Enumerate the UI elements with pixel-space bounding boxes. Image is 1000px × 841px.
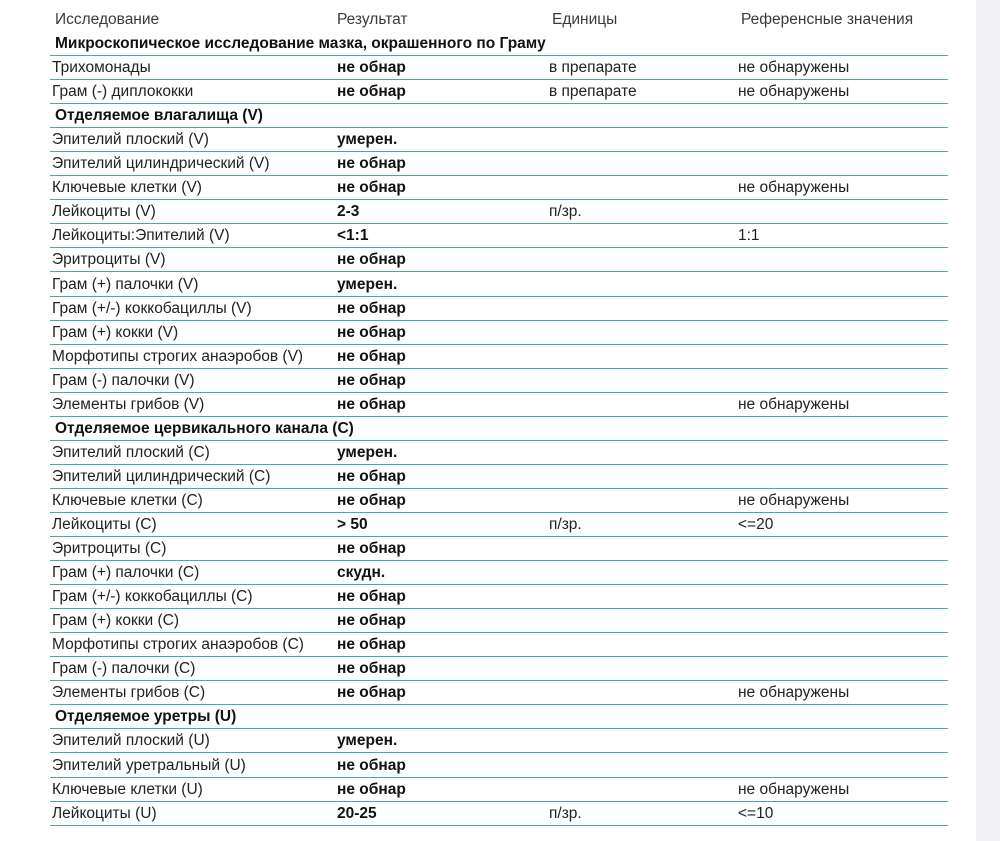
test-name-cell: Грам (+) кокки (V) — [52, 323, 179, 341]
table-row — [50, 802, 948, 826]
table-row — [50, 561, 948, 585]
result-cell: умерен. — [337, 275, 398, 293]
test-name-cell: Ключевые клетки (C) — [52, 491, 203, 509]
result-cell: не обнар — [337, 251, 406, 269]
section-title: Отделяемое уретры (U) — [55, 708, 237, 726]
result-cell: 20-25 — [337, 804, 377, 822]
test-name-cell: Лейкоциты:Эпителий (V) — [52, 227, 230, 245]
result-cell: не обнар — [337, 660, 406, 678]
test-name-cell: Эпителий цилиндрический (V) — [52, 155, 270, 173]
result-cell: не обнар — [337, 371, 406, 389]
table-row — [50, 681, 948, 705]
test-name-cell: Морфотипы строгих анаэробов (C) — [52, 636, 304, 654]
section-header-row — [50, 32, 948, 56]
test-name-cell: Трихомонады — [52, 59, 151, 77]
table-row — [50, 200, 948, 224]
test-name-cell: Ключевые клетки (U) — [52, 780, 203, 798]
section-header-row — [50, 104, 948, 128]
units-cell: п/зр. — [549, 203, 582, 221]
result-cell: не обнар — [337, 59, 406, 77]
test-name-cell: Грам (+/-) коккобациллы (V) — [52, 299, 252, 317]
test-name-cell: Морфотипы строгих анаэробов (V) — [52, 347, 304, 365]
table-row — [50, 321, 948, 345]
section-header-row — [50, 705, 948, 729]
column-header-reference: Референсные значения — [741, 11, 914, 28]
result-cell: не обнар — [337, 491, 406, 509]
table-row — [50, 345, 948, 369]
test-name-cell: Лейкоциты (C) — [52, 516, 157, 533]
result-cell: не обнар — [337, 467, 406, 485]
table-row — [50, 537, 948, 561]
table-row — [50, 609, 948, 633]
result-cell: не обнар — [337, 588, 406, 606]
test-name-cell: Эритроциты (V) — [52, 251, 166, 269]
table-row — [50, 273, 948, 297]
reference-cell: <=20 — [738, 516, 774, 533]
table-row — [50, 465, 948, 489]
units-cell: в препарате — [549, 59, 637, 77]
test-name-cell: Элементы грибов (C) — [52, 684, 206, 702]
test-name-cell: Эритроциты (C) — [52, 540, 167, 558]
test-name-cell: Грам (+) палочки (C) — [52, 564, 200, 582]
test-name-cell: Эпителий плоский (U) — [52, 732, 210, 750]
table-row — [50, 657, 948, 681]
result-cell: умерен. — [337, 443, 398, 461]
column-header-result: Результат — [337, 11, 408, 28]
section-title: Отделяемое цервикального канала (C) — [55, 419, 354, 437]
result-cell: 2-3 — [337, 203, 360, 221]
result-cell: не обнар — [337, 299, 406, 317]
table-row — [50, 489, 948, 513]
test-name-cell: Элементы грибов (V) — [52, 395, 205, 413]
reference-cell: не обнаружены — [738, 179, 850, 197]
section-header-row — [50, 417, 948, 441]
reference-cell: не обнаружены — [738, 83, 850, 101]
test-name-cell: Эпителий цилиндрический (C) — [52, 467, 271, 485]
table-row — [50, 297, 948, 321]
result-cell: не обнар — [337, 684, 406, 702]
test-name-cell: Грам (+) палочки (V) — [52, 275, 199, 293]
section-title: Отделяемое влагалища (V) — [55, 107, 263, 125]
test-name-cell: Эпителий уретральный (U) — [52, 756, 246, 774]
result-cell: <1:1 — [337, 227, 369, 245]
result-cell: не обнар — [337, 540, 406, 558]
column-header-units: Единицы — [552, 11, 618, 28]
test-name-cell: Эпителий плоский (V) — [52, 131, 209, 149]
test-name-cell: Лейкоциты (U) — [52, 804, 157, 822]
test-name-cell: Грам (-) палочки (C) — [52, 660, 196, 678]
test-name-cell: Грам (-) диплококки — [52, 83, 194, 101]
result-cell: не обнар — [337, 323, 406, 341]
test-name-cell: Лейкоциты (V) — [52, 203, 156, 221]
table-row — [50, 754, 948, 778]
result-cell: не обнар — [337, 780, 406, 798]
reference-cell: <=10 — [738, 804, 774, 822]
result-cell: не обнар — [337, 636, 406, 654]
table-row — [50, 248, 948, 272]
table-row — [50, 128, 948, 152]
result-cell: скудн. — [337, 564, 386, 582]
table-row — [50, 224, 948, 248]
units-cell: п/зр. — [549, 804, 582, 822]
reference-cell: 1:1 — [738, 227, 760, 245]
table-row — [50, 80, 948, 104]
column-header-name: Исследование — [55, 11, 160, 28]
result-cell: не обнар — [337, 395, 406, 413]
result-cell: умерен. — [337, 131, 398, 149]
test-name-cell: Грам (+/-) коккобациллы (C) — [52, 588, 253, 606]
section-title: Микроскопическое исследование мазка, окрашенного по Граму — [55, 35, 546, 52]
result-cell: > 50 — [337, 516, 368, 533]
table-row — [50, 152, 948, 176]
reference-cell: не обнаружены — [738, 780, 850, 798]
reference-cell: не обнаружены — [738, 491, 850, 509]
test-name-cell: Эпителий плоский (C) — [52, 443, 210, 461]
reference-cell: не обнаружены — [738, 395, 850, 413]
table-row — [50, 56, 948, 80]
table-row — [50, 729, 948, 753]
table-row — [50, 778, 948, 802]
result-cell: не обнар — [337, 612, 406, 630]
result-cell: не обнар — [337, 179, 406, 197]
table-row — [50, 513, 948, 537]
table-row — [50, 393, 948, 417]
test-name-cell: Грам (-) палочки (V) — [52, 371, 195, 389]
units-cell: п/зр. — [549, 516, 582, 533]
table-row — [50, 176, 948, 200]
table-row — [50, 441, 948, 465]
reference-cell: не обнаружены — [738, 684, 850, 702]
table-row — [50, 369, 948, 393]
test-name-cell: Грам (+) кокки (C) — [52, 612, 180, 630]
result-cell: не обнар — [337, 83, 406, 101]
result-cell: не обнар — [337, 155, 406, 173]
result-cell: не обнар — [337, 756, 406, 774]
reference-cell: не обнаружены — [738, 59, 850, 77]
result-cell: умерен. — [337, 732, 398, 750]
units-cell: в препарате — [549, 83, 637, 101]
table-header — [0, 0, 976, 32]
table-row — [50, 633, 948, 657]
result-cell: не обнар — [337, 347, 406, 365]
table-row — [50, 585, 948, 609]
test-name-cell: Ключевые клетки (V) — [52, 179, 202, 197]
